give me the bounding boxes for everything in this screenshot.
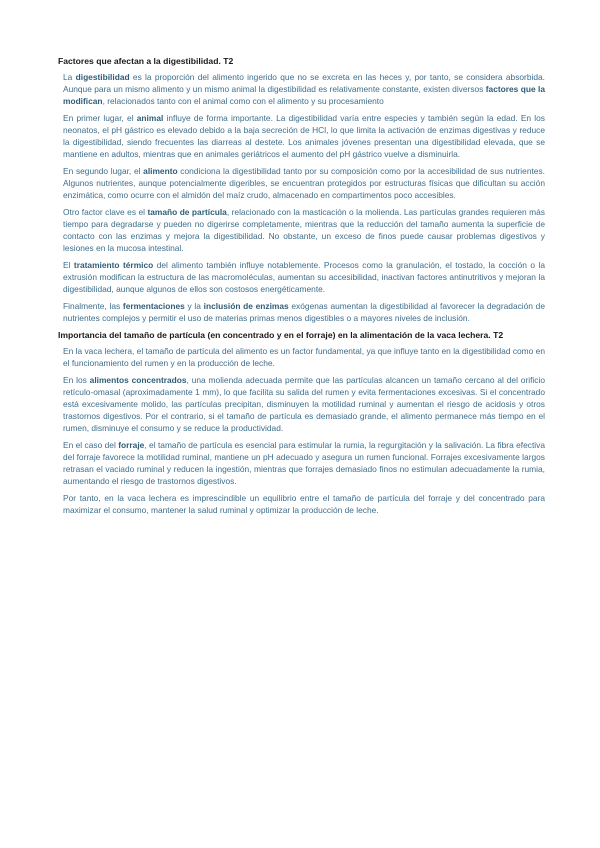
paragraph bbox=[63, 112, 545, 160]
text-run: , una molienda adecuada permite que las partículas alcancen un tamaño cercano al del orificio retículo-omasal (aproximadamente 1 mm), lo que facilita su salida del rumen y evita fermentaciones excesivas. Si el concentrado está excesivamente molido, las partículas precipitan, disminuyen la motilidad ruminal y aumentan el riesgo de acidosis y otros trastornos digestivos. Por el contrario, si el tamaño de partícula es demasiado grande, el alimento permanece más tiempo en el rumen, disminuye el consumo y se reduce la productividad. bbox=[63, 375, 545, 433]
bold-term: animal bbox=[136, 113, 164, 123]
section-heading-particle-size: Importancia del tamaño de partícula (en concentrado y en el forraje) en la alimentación de la vaca lechera. T2 bbox=[58, 330, 504, 340]
text-run: del alimento también influye notablemente. Procesos como la granulación, el tostado, la cocción o la extrusión modifican la estructura de las macromoléculas, aumentan su accesibilidad, inactivan factores antinutritivos y mejoran la digestibilidad, aunque algunos de ellos son costosos energéticamente. bbox=[63, 260, 546, 294]
text-run: , relacionado con la masticación o la molienda. Las partículas grandes requieren más tiempo para degradarse y pueden no digerirse completamente, mientras que la reducción del tamaño aumenta la superficie de contacto con las enzimas y mejora la digestibilidad. No obstante, un exceso de finos puede causar problemas digestivos y lesiones en la mucosa intestinal. bbox=[63, 207, 545, 253]
paragraph bbox=[63, 374, 545, 434]
section-body-particle-size bbox=[58, 345, 545, 516]
text-run: , el tamaño de partícula es esencial para estimular la rumia, la regurgitación y la salivación. La fibra efectiva del forraje favorece la motilidad ruminal, mantiene un pH adecuado y asegura un rumen funcional. Forrajes excesivamente largos retrasan el vaciado ruminal y reducen la ingestión, mientras que forrajes demasiado finos no estimulan adecuadamente la rumia, aumentando el riesgo de trastornos digestivos. bbox=[63, 440, 546, 486]
text-run: En la vaca lechera, el tamaño de partícula del alimento es un factor fundamental, ya que influye tanto en la digestibilidad como en el funcionamiento del rumen y en la producción de leche. bbox=[63, 346, 545, 368]
text-run: , relacionados tanto con el animal como con el alimento y su procesamiento bbox=[102, 96, 384, 106]
text-run: condiciona la digestibilidad tanto por su composición como por la accesibilidad de sus nutrientes. Algunos nutrientes, aunque potencialmente digeribles, se encuentran protegidos por estructuras físicas que dificultan su acción enzimática, como ocurre con el almidón del maíz crudo, almacenado en compartimentos poco accesibles. bbox=[63, 166, 545, 200]
text-run: En los bbox=[63, 375, 90, 385]
text-run: La bbox=[63, 72, 76, 82]
paragraph bbox=[63, 300, 545, 324]
bold-term: alimentos concentrados bbox=[89, 375, 187, 385]
text-run: influye de forma importante. La digestibilidad varía entre especies y también según la edad. En los neonatos, el pH gástrico es elevado debido a la baja secreción de HCl, lo que limita la activación de enzimas digestivas y reduce la digestibilidad, siendo frecuentes las diarreas al destete. Los animales jóvenes presentan una digestibilidad elevada, que se mantiene en adultos, mientras que en animales geriátricos el aumento del pH gástrico vuelve a disminuirla. bbox=[63, 113, 545, 159]
text-run: Por tanto, en la vaca lechera es imprescindible un equilibrio entre el tamaño de partícula del forraje y del concentrado para maximizar el consumo, mantener la salud ruminal y optimizar la producción de leche. bbox=[63, 493, 545, 515]
text-run: Finalmente, las bbox=[63, 301, 123, 311]
text-run: Otro factor clave es el bbox=[63, 207, 148, 217]
text-run: En el caso del bbox=[63, 440, 119, 450]
paragraph bbox=[63, 345, 545, 369]
bold-term: tratamiento térmico bbox=[73, 260, 154, 270]
paragraph bbox=[63, 71, 545, 107]
paragraph bbox=[63, 439, 545, 487]
text-run: En segundo lugar, el bbox=[63, 166, 144, 176]
bold-term: tamaño de partícula bbox=[147, 207, 227, 217]
paragraph bbox=[63, 206, 545, 254]
text-run: En primer lugar, el bbox=[63, 113, 137, 123]
text-run: y la bbox=[184, 301, 204, 311]
section-heading-digestibility-factors: Factores que afectan a la digestibilidad. T2 bbox=[58, 56, 234, 66]
text-run: exógenas aumentan la digestibilidad al favorecer la degradación de nutrientes complejos y permitir el uso de materias primas menos digestibles o a mayores niveles de inclusión. bbox=[63, 301, 545, 323]
paragraph bbox=[63, 259, 545, 295]
text-run: El bbox=[63, 260, 74, 270]
paragraph bbox=[63, 492, 545, 516]
text-run: es la proporción del alimento ingerido que no se excreta en las heces y, por tanto, se considera absorbida. Aunque para un mismo alimento y un mismo animal la digestibilidad es relativamente constante, existen diversos bbox=[63, 72, 545, 94]
bold-term: fermentaciones bbox=[122, 301, 185, 311]
section-body-digestibility-factors bbox=[58, 71, 545, 324]
paragraph bbox=[63, 165, 545, 201]
bold-term: digestibilidad bbox=[75, 72, 130, 82]
bold-term: inclusión de enzimas bbox=[203, 301, 289, 311]
bold-term: forraje bbox=[118, 440, 145, 450]
bold-term: factores que la modifican bbox=[63, 84, 545, 106]
bold-term: alimento bbox=[143, 166, 178, 176]
